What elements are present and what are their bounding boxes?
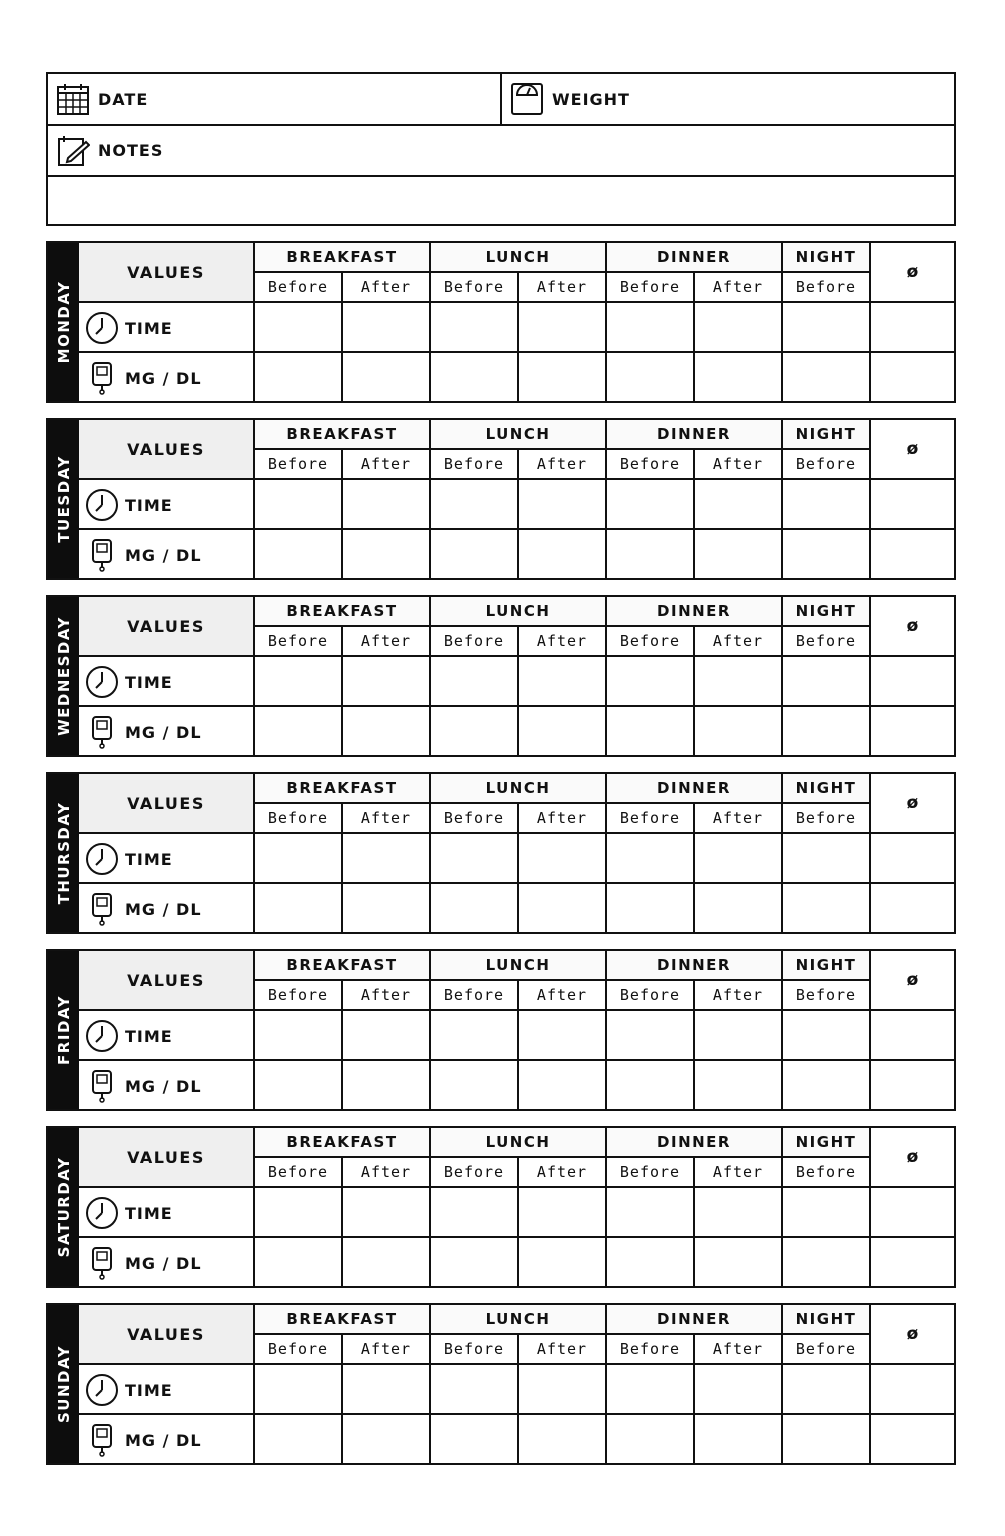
- sub-header-after: After: [341, 1158, 429, 1186]
- sub-header-before: Before: [253, 627, 341, 655]
- time-entry-cell[interactable]: [517, 657, 605, 705]
- meal-header-breakfast: BREAKFAST: [253, 1305, 429, 1335]
- scale-icon: [510, 82, 544, 116]
- notes-field[interactable]: [48, 126, 954, 175]
- mgdl-entry-cell[interactable]: [693, 884, 781, 932]
- row-label-text: MG / DL: [125, 1253, 202, 1273]
- average-header: ø: [869, 1305, 954, 1363]
- time-entry-cell[interactable]: [869, 1188, 954, 1236]
- meal-header-breakfast: BREAKFAST: [253, 420, 429, 450]
- mgdl-entry-cell[interactable]: [429, 884, 517, 932]
- time-entry-cell[interactable]: [869, 834, 954, 882]
- meal-header-breakfast: BREAKFAST: [253, 951, 429, 981]
- mgdl-entry-cell[interactable]: [253, 1238, 341, 1286]
- sub-header-after: After: [517, 273, 605, 301]
- day-band: [48, 243, 79, 401]
- values-label: VALUES: [79, 1128, 253, 1186]
- mgdl-entry-cell[interactable]: [605, 530, 693, 578]
- mgdl-row-label: [79, 707, 253, 757]
- header-box: [46, 72, 956, 226]
- mgdl-entry-cell[interactable]: [517, 1238, 605, 1286]
- mgdl-entry-cell[interactable]: [429, 353, 517, 401]
- mgdl-entry-cell[interactable]: [605, 1061, 693, 1109]
- mgdl-entry-cell[interactable]: [253, 353, 341, 401]
- mgdl-row-label: [79, 1061, 253, 1111]
- notepad-icon: [56, 134, 90, 168]
- mgdl-entry-cell[interactable]: [869, 353, 954, 401]
- time-entry-cell[interactable]: [429, 303, 517, 351]
- glucometer-icon: [85, 1069, 119, 1103]
- average-header: ø: [869, 420, 954, 478]
- sub-header-after: After: [517, 1335, 605, 1363]
- weight-label: WEIGHT: [552, 89, 630, 109]
- time-row-label: [79, 657, 253, 707]
- mgdl-row-label: [79, 1415, 253, 1465]
- average-header: ø: [869, 243, 954, 301]
- time-entry-cell[interactable]: [341, 657, 429, 705]
- day-grid: [79, 243, 954, 401]
- mgdl-entry-cell[interactable]: [341, 1415, 429, 1463]
- meal-header-lunch: LUNCH: [429, 597, 605, 627]
- mgdl-entry-cell[interactable]: [517, 1061, 605, 1109]
- mgdl-entry-cell[interactable]: [253, 707, 341, 755]
- sub-header-after: After: [341, 804, 429, 832]
- meal-header-dinner: DINNER: [605, 1128, 781, 1158]
- time-entry-cell[interactable]: [693, 1011, 781, 1059]
- time-entry-cell[interactable]: [429, 480, 517, 528]
- sub-header-before: Before: [605, 981, 693, 1009]
- day-name: TUESDAY: [54, 455, 73, 543]
- mgdl-entry-cell[interactable]: [517, 1415, 605, 1463]
- time-entry-cell[interactable]: [429, 657, 517, 705]
- clock-icon: [85, 1196, 119, 1230]
- sub-header-before: Before: [429, 1158, 517, 1186]
- time-row-label: [79, 1188, 253, 1238]
- day-block-monday: [46, 241, 956, 403]
- glucometer-icon: [85, 538, 119, 572]
- day-block-tuesday: [46, 418, 956, 580]
- mgdl-entry-cell[interactable]: [341, 1238, 429, 1286]
- day-grid: [79, 951, 954, 1109]
- meal-header-lunch: LUNCH: [429, 243, 605, 273]
- meal-header-night: NIGHT: [781, 1305, 869, 1335]
- day-name: SATURDAY: [54, 1156, 73, 1258]
- row-label-text: MG / DL: [125, 722, 202, 742]
- mgdl-entry-cell[interactable]: [341, 530, 429, 578]
- time-entry-cell[interactable]: [781, 1188, 869, 1236]
- sub-header-after: After: [341, 981, 429, 1009]
- mgdl-entry-cell[interactable]: [253, 530, 341, 578]
- time-row-label: [79, 480, 253, 530]
- clock-icon: [85, 842, 119, 876]
- mgdl-entry-cell[interactable]: [253, 1061, 341, 1109]
- day-grid: [79, 597, 954, 755]
- day-block-thursday: [46, 772, 956, 934]
- sub-header-before: Before: [781, 804, 869, 832]
- meal-header-lunch: LUNCH: [429, 1128, 605, 1158]
- meal-header-night: NIGHT: [781, 597, 869, 627]
- meal-header-breakfast: BREAKFAST: [253, 774, 429, 804]
- time-entry-cell[interactable]: [253, 1011, 341, 1059]
- meal-header-dinner: DINNER: [605, 420, 781, 450]
- weight-field[interactable]: [502, 74, 954, 124]
- glucometer-icon: [85, 892, 119, 926]
- sub-header-before: Before: [781, 981, 869, 1009]
- sub-header-before: Before: [605, 1158, 693, 1186]
- meal-header-dinner: DINNER: [605, 1305, 781, 1335]
- sub-header-before: Before: [605, 450, 693, 478]
- sub-header-after: After: [517, 1158, 605, 1186]
- time-entry-cell[interactable]: [693, 303, 781, 351]
- mgdl-entry-cell[interactable]: [781, 353, 869, 401]
- meal-header-night: NIGHT: [781, 243, 869, 273]
- meal-header-breakfast: BREAKFAST: [253, 1128, 429, 1158]
- values-label: VALUES: [79, 774, 253, 832]
- row-label-text: TIME: [125, 318, 173, 338]
- time-entry-cell[interactable]: [693, 834, 781, 882]
- day-name: MONDAY: [54, 280, 73, 364]
- day-name: FRIDAY: [54, 995, 73, 1065]
- day-grid: [79, 420, 954, 578]
- notes-writing-area[interactable]: [48, 177, 954, 224]
- sub-header-before: Before: [253, 981, 341, 1009]
- time-row-label: [79, 303, 253, 353]
- mgdl-entry-cell[interactable]: [605, 884, 693, 932]
- sub-header-before: Before: [605, 804, 693, 832]
- mgdl-entry-cell[interactable]: [429, 1238, 517, 1286]
- sub-header-after: After: [517, 450, 605, 478]
- sub-header-after: After: [517, 804, 605, 832]
- meal-header-dinner: DINNER: [605, 774, 781, 804]
- time-entry-cell[interactable]: [253, 1365, 341, 1413]
- time-entry-cell[interactable]: [869, 480, 954, 528]
- mgdl-entry-cell[interactable]: [341, 353, 429, 401]
- mgdl-row-label: [79, 884, 253, 934]
- row-label-text: MG / DL: [125, 1430, 202, 1450]
- mgdl-entry-cell[interactable]: [429, 707, 517, 755]
- sub-header-before: Before: [429, 627, 517, 655]
- time-entry-cell[interactable]: [605, 480, 693, 528]
- time-entry-cell[interactable]: [781, 480, 869, 528]
- mgdl-entry-cell[interactable]: [605, 1238, 693, 1286]
- clock-icon: [85, 1019, 119, 1053]
- mgdl-entry-cell[interactable]: [517, 884, 605, 932]
- mgdl-entry-cell[interactable]: [693, 1415, 781, 1463]
- meal-header-breakfast: BREAKFAST: [253, 597, 429, 627]
- mgdl-entry-cell[interactable]: [341, 1061, 429, 1109]
- clock-icon: [85, 665, 119, 699]
- day-band: [48, 774, 79, 932]
- sub-header-before: Before: [429, 804, 517, 832]
- time-entry-cell[interactable]: [605, 303, 693, 351]
- time-entry-cell[interactable]: [869, 303, 954, 351]
- mgdl-entry-cell[interactable]: [693, 353, 781, 401]
- time-entry-cell[interactable]: [517, 480, 605, 528]
- day-grid: [79, 774, 954, 932]
- clock-icon: [85, 488, 119, 522]
- sub-header-before: Before: [253, 450, 341, 478]
- time-entry-cell[interactable]: [341, 1365, 429, 1413]
- row-label-text: MG / DL: [125, 368, 202, 388]
- sub-header-before: Before: [781, 627, 869, 655]
- glucometer-icon: [85, 1423, 119, 1457]
- mgdl-entry-cell[interactable]: [693, 530, 781, 578]
- time-entry-cell[interactable]: [253, 480, 341, 528]
- time-entry-cell[interactable]: [341, 834, 429, 882]
- sub-header-after: After: [693, 450, 781, 478]
- meal-header-dinner: DINNER: [605, 243, 781, 273]
- mgdl-entry-cell[interactable]: [341, 884, 429, 932]
- time-entry-cell[interactable]: [693, 1365, 781, 1413]
- day-block-saturday: [46, 1126, 956, 1288]
- time-entry-cell[interactable]: [517, 303, 605, 351]
- meal-header-lunch: LUNCH: [429, 420, 605, 450]
- time-entry-cell[interactable]: [253, 1188, 341, 1236]
- mgdl-entry-cell[interactable]: [605, 707, 693, 755]
- mgdl-entry-cell[interactable]: [781, 707, 869, 755]
- time-entry-cell[interactable]: [869, 1011, 954, 1059]
- sub-header-before: Before: [253, 1158, 341, 1186]
- time-entry-cell[interactable]: [253, 834, 341, 882]
- mgdl-row-label: [79, 353, 253, 403]
- meal-header-lunch: LUNCH: [429, 774, 605, 804]
- values-label: VALUES: [79, 420, 253, 478]
- day-name: THURSDAY: [54, 801, 73, 905]
- day-block-sunday: [46, 1303, 956, 1465]
- day-band: [48, 951, 79, 1109]
- sub-header-before: Before: [781, 273, 869, 301]
- meal-header-dinner: DINNER: [605, 597, 781, 627]
- sub-header-before: Before: [253, 1335, 341, 1363]
- mgdl-row-label: [79, 530, 253, 580]
- row-label-text: MG / DL: [125, 1076, 202, 1096]
- row-label-text: MG / DL: [125, 899, 202, 919]
- calendar-icon: [56, 82, 90, 116]
- glucometer-icon: [85, 715, 119, 749]
- mgdl-entry-cell[interactable]: [253, 884, 341, 932]
- time-row-label: [79, 1365, 253, 1415]
- time-entry-cell[interactable]: [429, 1011, 517, 1059]
- time-entry-cell[interactable]: [517, 1365, 605, 1413]
- values-label: VALUES: [79, 597, 253, 655]
- mgdl-entry-cell[interactable]: [693, 1061, 781, 1109]
- average-header: ø: [869, 774, 954, 832]
- mgdl-entry-cell[interactable]: [781, 884, 869, 932]
- day-band: [48, 420, 79, 578]
- mgdl-entry-cell[interactable]: [429, 1415, 517, 1463]
- clock-icon: [85, 1373, 119, 1407]
- sub-header-before: Before: [605, 627, 693, 655]
- sub-header-before: Before: [781, 1335, 869, 1363]
- meal-header-breakfast: BREAKFAST: [253, 243, 429, 273]
- time-entry-cell[interactable]: [517, 834, 605, 882]
- time-entry-cell[interactable]: [781, 834, 869, 882]
- sub-header-before: Before: [429, 273, 517, 301]
- mgdl-entry-cell[interactable]: [869, 707, 954, 755]
- mgdl-row-label: [79, 1238, 253, 1288]
- day-block-wednesday: [46, 595, 956, 757]
- row-label-text: TIME: [125, 849, 173, 869]
- sub-header-after: After: [693, 1335, 781, 1363]
- date-label: DATE: [98, 89, 149, 109]
- glucometer-icon: [85, 361, 119, 395]
- time-entry-cell[interactable]: [517, 1188, 605, 1236]
- mgdl-entry-cell[interactable]: [869, 530, 954, 578]
- sub-header-before: Before: [605, 1335, 693, 1363]
- sub-header-after: After: [517, 627, 605, 655]
- day-block-friday: [46, 949, 956, 1111]
- sub-header-after: After: [517, 981, 605, 1009]
- sub-header-before: Before: [429, 450, 517, 478]
- time-entry-cell[interactable]: [781, 303, 869, 351]
- meal-header-dinner: DINNER: [605, 951, 781, 981]
- header-row-notes: [48, 126, 954, 177]
- time-entry-cell[interactable]: [781, 657, 869, 705]
- time-entry-cell[interactable]: [429, 1188, 517, 1236]
- sub-header-before: Before: [781, 450, 869, 478]
- mgdl-entry-cell[interactable]: [429, 530, 517, 578]
- day-grid: [79, 1128, 954, 1286]
- sub-header-before: Before: [429, 1335, 517, 1363]
- average-header: ø: [869, 597, 954, 655]
- notes-label: NOTES: [98, 141, 164, 160]
- average-header: ø: [869, 951, 954, 1009]
- sub-header-after: After: [341, 273, 429, 301]
- mgdl-entry-cell[interactable]: [781, 1238, 869, 1286]
- mgdl-entry-cell[interactable]: [781, 1415, 869, 1463]
- day-band: [48, 1305, 79, 1463]
- time-entry-cell[interactable]: [429, 834, 517, 882]
- time-entry-cell[interactable]: [341, 1011, 429, 1059]
- sub-header-after: After: [693, 627, 781, 655]
- mgdl-entry-cell[interactable]: [605, 1415, 693, 1463]
- sub-header-after: After: [693, 981, 781, 1009]
- meal-header-lunch: LUNCH: [429, 1305, 605, 1335]
- time-entry-cell[interactable]: [605, 1011, 693, 1059]
- row-label-text: TIME: [125, 495, 173, 515]
- time-entry-cell[interactable]: [341, 480, 429, 528]
- time-entry-cell[interactable]: [253, 657, 341, 705]
- sub-header-after: After: [341, 627, 429, 655]
- values-label: VALUES: [79, 951, 253, 1009]
- mgdl-entry-cell[interactable]: [869, 1415, 954, 1463]
- time-entry-cell[interactable]: [781, 1365, 869, 1413]
- mgdl-entry-cell[interactable]: [693, 1238, 781, 1286]
- sub-header-after: After: [693, 1158, 781, 1186]
- meal-header-night: NIGHT: [781, 951, 869, 981]
- day-name: WEDNESDAY: [54, 616, 73, 736]
- mgdl-entry-cell[interactable]: [517, 353, 605, 401]
- mgdl-entry-cell[interactable]: [781, 1061, 869, 1109]
- sub-header-after: After: [341, 450, 429, 478]
- header-row-date-weight: [48, 74, 954, 126]
- day-band: [48, 597, 79, 755]
- sub-header-before: Before: [781, 1158, 869, 1186]
- mgdl-entry-cell[interactable]: [341, 707, 429, 755]
- day-name: SUNDAY: [54, 1344, 73, 1424]
- time-entry-cell[interactable]: [605, 1188, 693, 1236]
- time-entry-cell[interactable]: [693, 480, 781, 528]
- sub-header-after: After: [341, 1335, 429, 1363]
- values-label: VALUES: [79, 243, 253, 301]
- meal-header-night: NIGHT: [781, 774, 869, 804]
- average-header: ø: [869, 1128, 954, 1186]
- time-row-label: [79, 1011, 253, 1061]
- mgdl-entry-cell[interactable]: [517, 530, 605, 578]
- mgdl-entry-cell[interactable]: [869, 1238, 954, 1286]
- row-label-text: TIME: [125, 1026, 173, 1046]
- time-entry-cell[interactable]: [605, 834, 693, 882]
- sub-header-before: Before: [429, 981, 517, 1009]
- time-entry-cell[interactable]: [517, 1011, 605, 1059]
- date-field[interactable]: [48, 74, 502, 124]
- time-entry-cell[interactable]: [605, 1365, 693, 1413]
- time-entry-cell[interactable]: [605, 657, 693, 705]
- mgdl-entry-cell[interactable]: [605, 353, 693, 401]
- time-entry-cell[interactable]: [253, 303, 341, 351]
- mgdl-entry-cell[interactable]: [781, 530, 869, 578]
- row-label-text: MG / DL: [125, 545, 202, 565]
- time-entry-cell[interactable]: [869, 657, 954, 705]
- mgdl-entry-cell[interactable]: [253, 1415, 341, 1463]
- mgdl-entry-cell[interactable]: [869, 1061, 954, 1109]
- row-label-text: TIME: [125, 1203, 173, 1223]
- meal-header-night: NIGHT: [781, 1128, 869, 1158]
- mgdl-entry-cell[interactable]: [517, 707, 605, 755]
- clock-icon: [85, 311, 119, 345]
- mgdl-entry-cell[interactable]: [693, 707, 781, 755]
- time-entry-cell[interactable]: [693, 657, 781, 705]
- sub-header-before: Before: [253, 804, 341, 832]
- mgdl-entry-cell[interactable]: [869, 884, 954, 932]
- sub-header-before: Before: [253, 273, 341, 301]
- sub-header-after: After: [693, 804, 781, 832]
- meal-header-lunch: LUNCH: [429, 951, 605, 981]
- time-entry-cell[interactable]: [429, 1365, 517, 1413]
- time-entry-cell[interactable]: [693, 1188, 781, 1236]
- row-label-text: TIME: [125, 672, 173, 692]
- sub-header-before: Before: [605, 273, 693, 301]
- time-entry-cell[interactable]: [341, 303, 429, 351]
- time-entry-cell[interactable]: [869, 1365, 954, 1413]
- time-entry-cell[interactable]: [781, 1011, 869, 1059]
- sub-header-after: After: [693, 273, 781, 301]
- meal-header-night: NIGHT: [781, 420, 869, 450]
- values-label: VALUES: [79, 1305, 253, 1363]
- mgdl-entry-cell[interactable]: [429, 1061, 517, 1109]
- row-label-text: TIME: [125, 1380, 173, 1400]
- time-row-label: [79, 834, 253, 884]
- day-band: [48, 1128, 79, 1286]
- time-entry-cell[interactable]: [341, 1188, 429, 1236]
- day-grid: [79, 1305, 954, 1463]
- glucometer-icon: [85, 1246, 119, 1280]
